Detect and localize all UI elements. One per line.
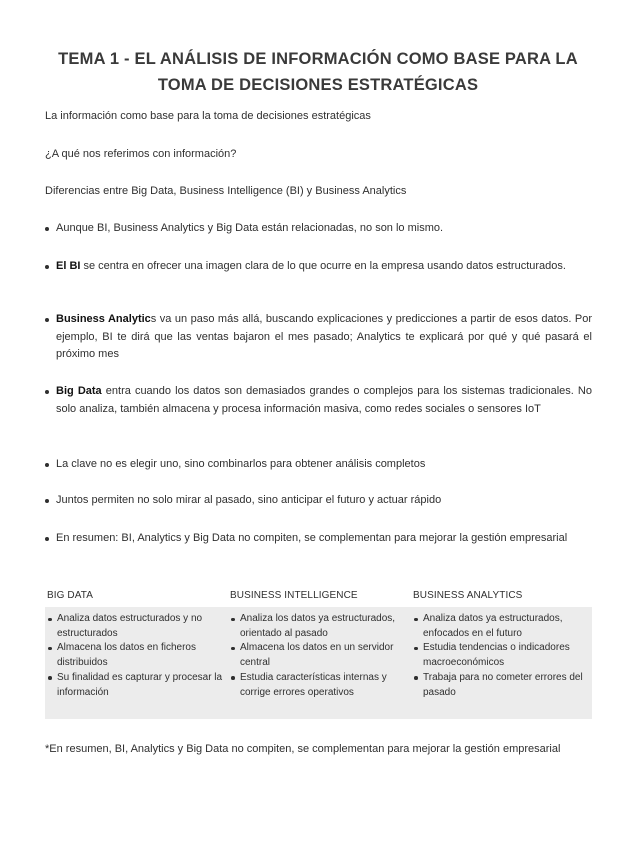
document-title: TEMA 1 - EL ANÁLISIS DE INFORMACIÓN COMO BASE PARA LA TOMA DE DECISIONES ESTRATÉGICAS [58, 50, 578, 94]
bullet-item: Big Data entra cuando los datos son demasiados grandes o complejos para los sistemas tradicionales. No solo analiza, también almacena y procesa información masiva, como redes sociales o sensores IoT [45, 383, 592, 418]
summary-note: *En resumen, BI, Analytics y Big Data no compiten, se complementan para mejorar la gestión empresarial [45, 743, 561, 755]
comparison-table [45, 586, 592, 719]
bullet-item: Aunque BI, Business Analytics y Big Data están relacionadas, no son lo mismo. [45, 220, 592, 238]
header-business-analytics: BUSINESS ANALYTICS [413, 590, 523, 601]
bullet-item: Juntos permiten no solo mirar al pasado, sino anticipar el futuro y actuar rápido [45, 492, 592, 510]
table-cell: Analiza datos ya estructurados, enfocados en el futuro [411, 612, 587, 641]
section-heading-informacion: La información como base para la toma de decisiones estratégicas [45, 110, 371, 122]
question-heading: ¿A qué nos referimos con información? [45, 148, 237, 160]
bullet-item: El BI se centra en ofrecer una imagen clara de lo que ocurre en la empresa usando datos estructurados. [45, 258, 592, 276]
bold-term: El BI [56, 260, 81, 272]
table-cell: Su finalidad es capturar y procesar la información [45, 671, 223, 700]
column-business-intelligence [228, 612, 406, 700]
bullet-item: En resumen: BI, Analytics y Big Data no compiten, se complementan para mejorar la gestión empresarial [45, 530, 592, 548]
table-cell: Trabaja para no cometer errores del pasado [411, 671, 587, 700]
table-cell: Almacena los datos en ficheros distribuidos [45, 641, 223, 670]
differences-heading: Diferencias entre Big Data, Business Intelligence (BI) y Business Analytics [45, 185, 407, 197]
header-big-data: BIG DATA [47, 590, 93, 601]
column-big-data [45, 612, 223, 700]
header-business-intelligence: BUSINESS INTELLIGENCE [230, 590, 358, 601]
table-cell: Estudia tendencias o indicadores macroeconómicos [411, 641, 587, 670]
table-cell: Estudia características internas y corrige errores operativos [228, 671, 406, 700]
table-cell: Analiza los datos ya estructurados, orientado al pasado [228, 612, 406, 641]
bullet-item: Business Analytics va un paso más allá, buscando explicaciones y predicciones a partir de esos datos. Por ejemplo, BI te dirá que las ventas bajaron el mes pasado; Analytics te explicará por qué y qué pasará el próximo mes [45, 311, 592, 364]
table-body [45, 607, 592, 719]
column-business-analytics [411, 612, 587, 700]
bold-term: Big Data [56, 385, 102, 397]
bullet-item: La clave no es elegir uno, sino combinarlos para obtener análisis completos [45, 456, 592, 474]
table-cell: Almacena los datos en un servidor central [228, 641, 406, 670]
table-cell: Analiza datos estructurados y no estructurados [45, 612, 223, 641]
bold-term: Business Analytic [56, 313, 151, 325]
table-header [45, 586, 592, 607]
